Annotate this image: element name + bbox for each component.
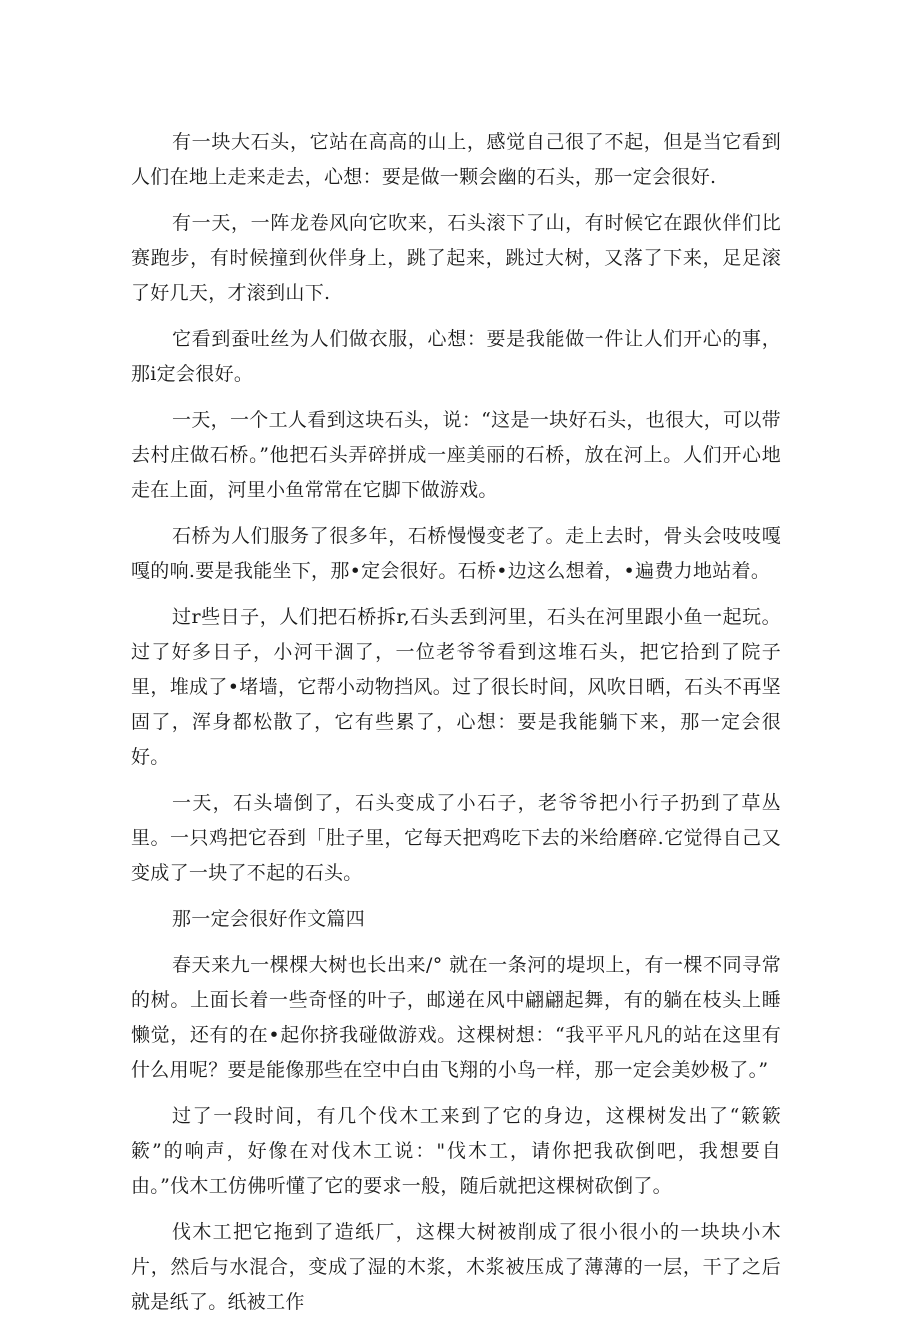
section-heading: 那一定会很好作文篇四 [172, 908, 366, 930]
paragraph: 春天来九一棵棵大树也长出来/° 就在一条河的堤坝上，有一棵不同寻常的树。上面长着一些奇怪的叶子，邮递在风中翩翩起舞，有的躺在枝头上睡懒觉，还有的在•起你挤我碰做游戏。这棵树想：“我平平凡凡的站在这里有什么用呢？要是能像那些在空中白由飞翔的小鸟一样，那一定会美妙极了。” [131, 954, 781, 1081]
paragraph: 一天，石头墙倒了，石头变成了小石子，老爷爷把小行子扔到了草丛里。一只鸡把它吞到「肚子里，它每天把鸡吃下去的米给磨碎.它觉得自己又变成了一块了不起的石头。 [131, 792, 781, 884]
paragraph: 过r些日子，人们把石桥拆r,石头丢到河里，石头在河里跟小鱼一起玩。过了好多日子，小河干涸了，一位老爷爷看到这堆石头，把它拾到了院子里，堆成了•堵墙，它帮小动物挡风。过了很长时间，风吹日晒，石头不再坚固了，浑身都松散了，它有些累了，心想：要是我能躺下来，那一定会很好。 [131, 606, 781, 768]
paragraph: 有一块大石头，它站在高高的山上，感觉自己很了不起，但是当它看到人们在地上走来走去，心想：要是做一颗会幽的石头，那一定会很好. [131, 131, 781, 188]
paragraph: 一天，一个工人看到这块石头，说：“这是一块好石头，也很大，可以带去村庄做石桥。”他把石头弄碎拼成一座美丽的石桥，放在河上。人们开心地走在上面，河里小鱼常常在它脚下做游戏。 [131, 409, 781, 501]
paragraph: 石桥为人们服务了很多年，石桥慢慢变老了。走上去时，骨头会吱吱嘎嘎的响.要是我能坐下，那•定会很好。石桥•边这么想着，•遍费力地站着。 [131, 525, 781, 582]
paragraph: 它看到蚕吐丝为人们做衣服，心想：要是我能做一件让人们开心的事，那i定会很好。 [131, 328, 781, 385]
paragraph: 有一天，一阵龙卷风向它吹来，石头滚下了山，有时候它在跟伙伴们比赛跑步，有时候撞到伙伴身上，跳了起来，跳过大树，又落了下来，足足滚了好几天，才滚到山下. [131, 212, 781, 304]
document-body [131, 125, 781, 1331]
paragraph: 伐木工把它拖到了造纸厂，这棵大树被削成了很小很小的一块块小木片，然后与水混合，变成了湿的木浆，木浆被压成了薄薄的一层，干了之后就是纸了。纸被工作 [131, 1221, 781, 1313]
paragraph: 过了一段时间，有几个伐木工来到了它的身边，这棵树发出了“簌簌簌”的响声，好像在对伐木工说："伐木工，请你把我砍倒吧，我想要自由。”伐木工仿佛听懂了它的要求一般，随后就把这棵树砍倒了。 [131, 1105, 781, 1197]
